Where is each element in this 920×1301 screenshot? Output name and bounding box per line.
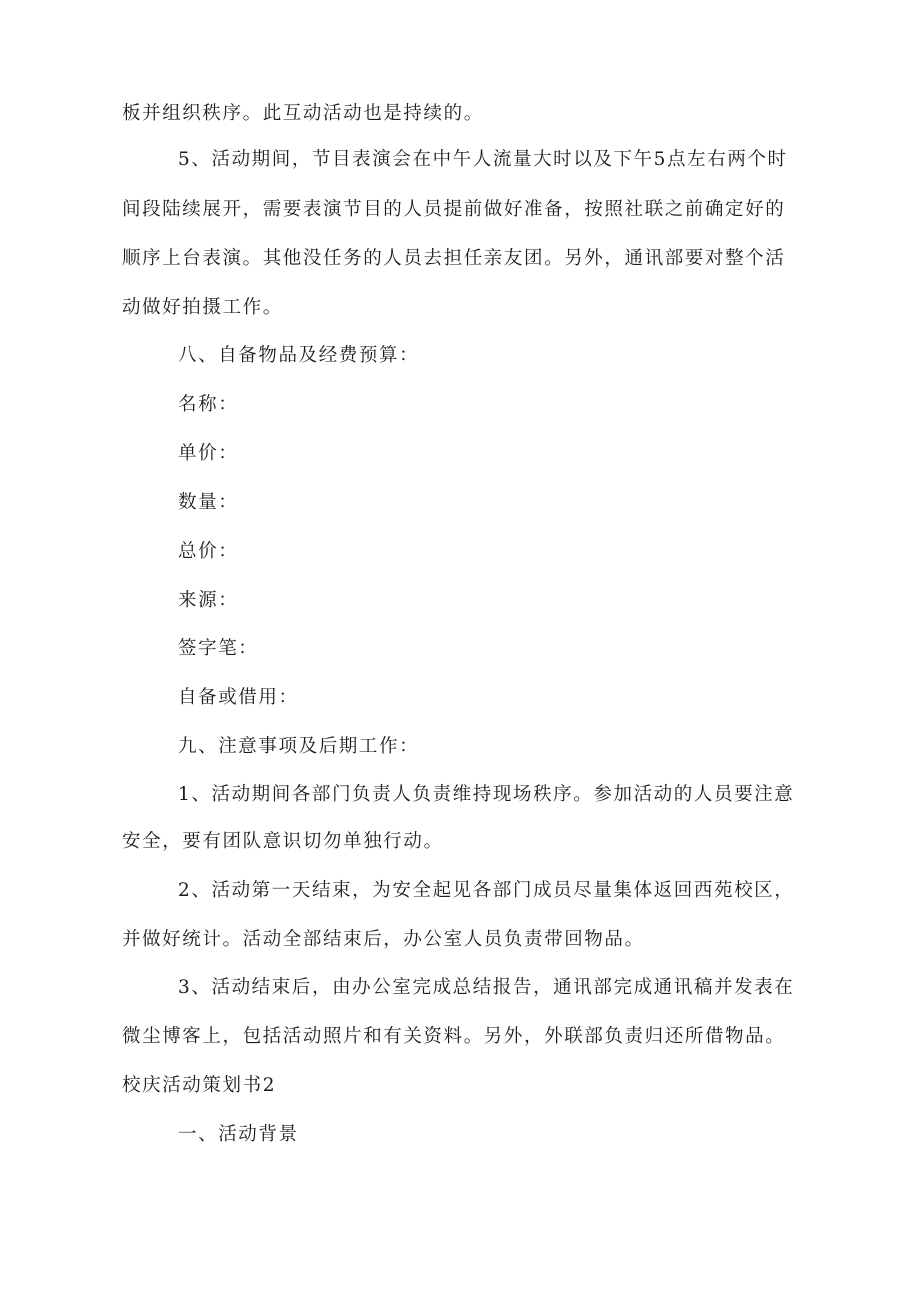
section-heading: 一、活动背景: [178, 1124, 299, 1145]
section-heading: 九、注意事项及后期工作：: [178, 736, 420, 757]
paragraph-line: 顺序上台表演。其他没任务的人员去担任亲友团。另外，通讯部要对整个活: [122, 248, 786, 269]
section-heading: 八、自备物品及经费预算：: [178, 345, 420, 366]
paragraph-line: 1、活动期间各部门负责人负责维持现场秩序。参加活动的人员要注意: [178, 784, 795, 805]
field-label: 名称：: [178, 394, 239, 415]
paragraph-line: 板并组织秩序。此互动活动也是持续的。: [122, 103, 484, 124]
field-label: 签字笔：: [178, 638, 259, 659]
field-label: 自备或借用：: [178, 687, 299, 708]
document-title: 校庆活动策划书2: [122, 1075, 277, 1096]
paragraph-line: 2、活动第一天结束，为安全起见各部门成员尽量集体返回西苑校区，: [178, 880, 795, 901]
field-label: 数量：: [178, 492, 239, 513]
field-label: 单价：: [178, 443, 239, 464]
paragraph-line: 3、活动结束后，由办公室完成总结报告，通讯部完成通讯稿并发表在: [178, 977, 795, 998]
paragraph-line: 安全，要有团队意识切勿单独行动。: [122, 831, 444, 852]
paragraph-line: 微尘博客上，包括活动照片和有关资料。另外，外联部负责归还所借物品。: [122, 1026, 786, 1047]
paragraph-line: 间段陆续展开，需要表演节目的人员提前做好准备，按照社联之前确定好的: [122, 199, 786, 220]
paragraph-line: 并做好统计。活动全部结束后，办公室人员负责带回物品。: [122, 929, 645, 950]
paragraph-line: 动做好拍摄工作。: [122, 297, 283, 318]
field-label: 来源：: [178, 590, 239, 611]
paragraph-line: 5、活动期间，节目表演会在中午人流量大时以及下午5点左右两个时: [178, 149, 788, 170]
field-label: 总价：: [178, 541, 239, 562]
